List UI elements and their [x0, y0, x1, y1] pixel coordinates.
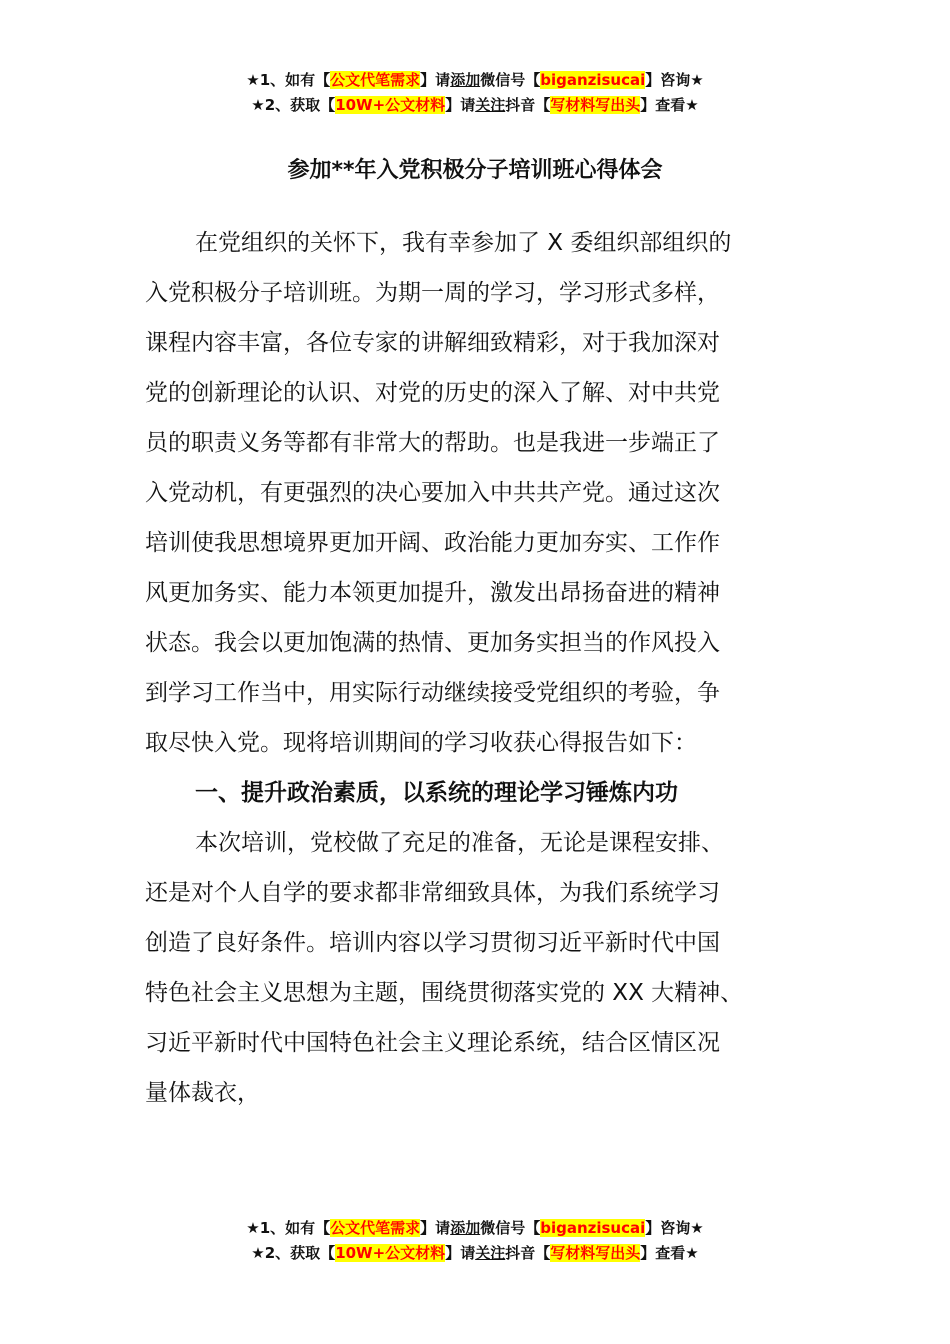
banner-highlight: 写材料写出头 [550, 1244, 641, 1262]
paragraph-line: 特色社会主义思想为主题，围绕贯彻落实党的 XX 大精神、 [145, 980, 744, 1006]
banner-text: 微信号【 [480, 1219, 541, 1237]
paragraph-line: 课程内容丰富，各位专家的讲解细致精彩，对于我加深对 [145, 330, 720, 356]
banner-text: 】请 [445, 1244, 476, 1262]
paragraph-line: 习近平新时代中国特色社会主义理论系统，结合区情区况 [145, 1030, 720, 1056]
banner-text: 】咨询★ [645, 1219, 704, 1237]
banner-text: 】查看★ [640, 1244, 699, 1262]
banner-text: 】咨询★ [645, 71, 704, 89]
paragraph-line: 取尽快入党。现将培训期间的学习收获心得报告如下： [145, 730, 697, 756]
banner-line-1 [0, 1216, 950, 1241]
banner-underlined: 关注 [475, 96, 506, 114]
banner-line-2 [0, 93, 950, 118]
paragraph-line: 员的职责义务等都有非常大的帮助。也是我进一步端正了 [145, 430, 720, 456]
paragraph-line: 入党动机，有更强烈的决心要加入中共共产党。通过这次 [145, 480, 720, 506]
banner-highlight: biganzisucai [540, 71, 646, 89]
section-heading: 一、提升政治素质，以系统的理论学习锤炼内功 [195, 780, 678, 806]
paragraph-line: 创造了良好条件。培训内容以学习贯彻习近平新时代中国 [145, 930, 720, 956]
paragraph-line: 到学习工作当中，用实际行动继续接受党组织的考验，争 [145, 680, 720, 706]
banner-highlight: 公文代笔需求 [330, 71, 421, 89]
banner-highlight: 10W+公文材料 [335, 96, 446, 114]
banner-text: 】请 [420, 1219, 451, 1237]
document-body [145, 218, 805, 1118]
banner-text: 】查看★ [640, 96, 699, 114]
banner-line-1 [0, 68, 950, 93]
header-banner [0, 68, 950, 118]
banner-highlight: 10W+公文材料 [335, 1244, 446, 1262]
paragraph-line: 在党组织的关怀下，我有幸参加了 X 委组织部组织的 [195, 230, 732, 256]
banner-highlight: biganzisucai [540, 1219, 646, 1237]
banner-text: ★2、获取【 [251, 1244, 336, 1262]
banner-underlined: 添加 [450, 1219, 481, 1237]
banner-text: ★1、如有【 [246, 1219, 331, 1237]
paragraph-line: 量体裁衣， [145, 1080, 260, 1106]
banner-text: 抖音【 [505, 96, 551, 114]
banner-text: ★1、如有【 [246, 71, 331, 89]
banner-text: ★2、获取【 [251, 96, 336, 114]
paragraph-line: 本次培训，党校做了充足的准备，无论是课程安排、 [195, 830, 724, 856]
paragraph-line: 状态。我会以更加饱满的热情、更加务实担当的作风投入 [145, 630, 720, 656]
paragraph-line: 还是对个人自学的要求都非常细致具体，为我们系统学习 [145, 880, 720, 906]
banner-line-2 [0, 1241, 950, 1266]
banner-text: 】请 [420, 71, 451, 89]
paragraph-line: 风更加务实、能力本领更加提升，激发出昂扬奋进的精神 [145, 580, 720, 606]
banner-underlined: 关注 [475, 1244, 506, 1262]
paragraph-line: 培训使我思想境界更加开阔、政治能力更加夯实、工作作 [145, 530, 720, 556]
banner-text: 微信号【 [480, 71, 541, 89]
banner-highlight: 公文代笔需求 [330, 1219, 421, 1237]
paragraph-line: 入党积极分子培训班。为期一周的学习，学习形式多样， [145, 280, 720, 306]
document-title: 参加**年入党积极分子培训班心得体会 [287, 158, 663, 183]
footer-banner [0, 1216, 950, 1266]
paragraph-line: 党的创新理论的认识、对党的历史的深入了解、对中共党 [145, 380, 720, 406]
banner-underlined: 添加 [450, 71, 481, 89]
banner-text: 】请 [445, 96, 476, 114]
banner-text: 抖音【 [505, 1244, 551, 1262]
banner-highlight: 写材料写出头 [550, 96, 641, 114]
